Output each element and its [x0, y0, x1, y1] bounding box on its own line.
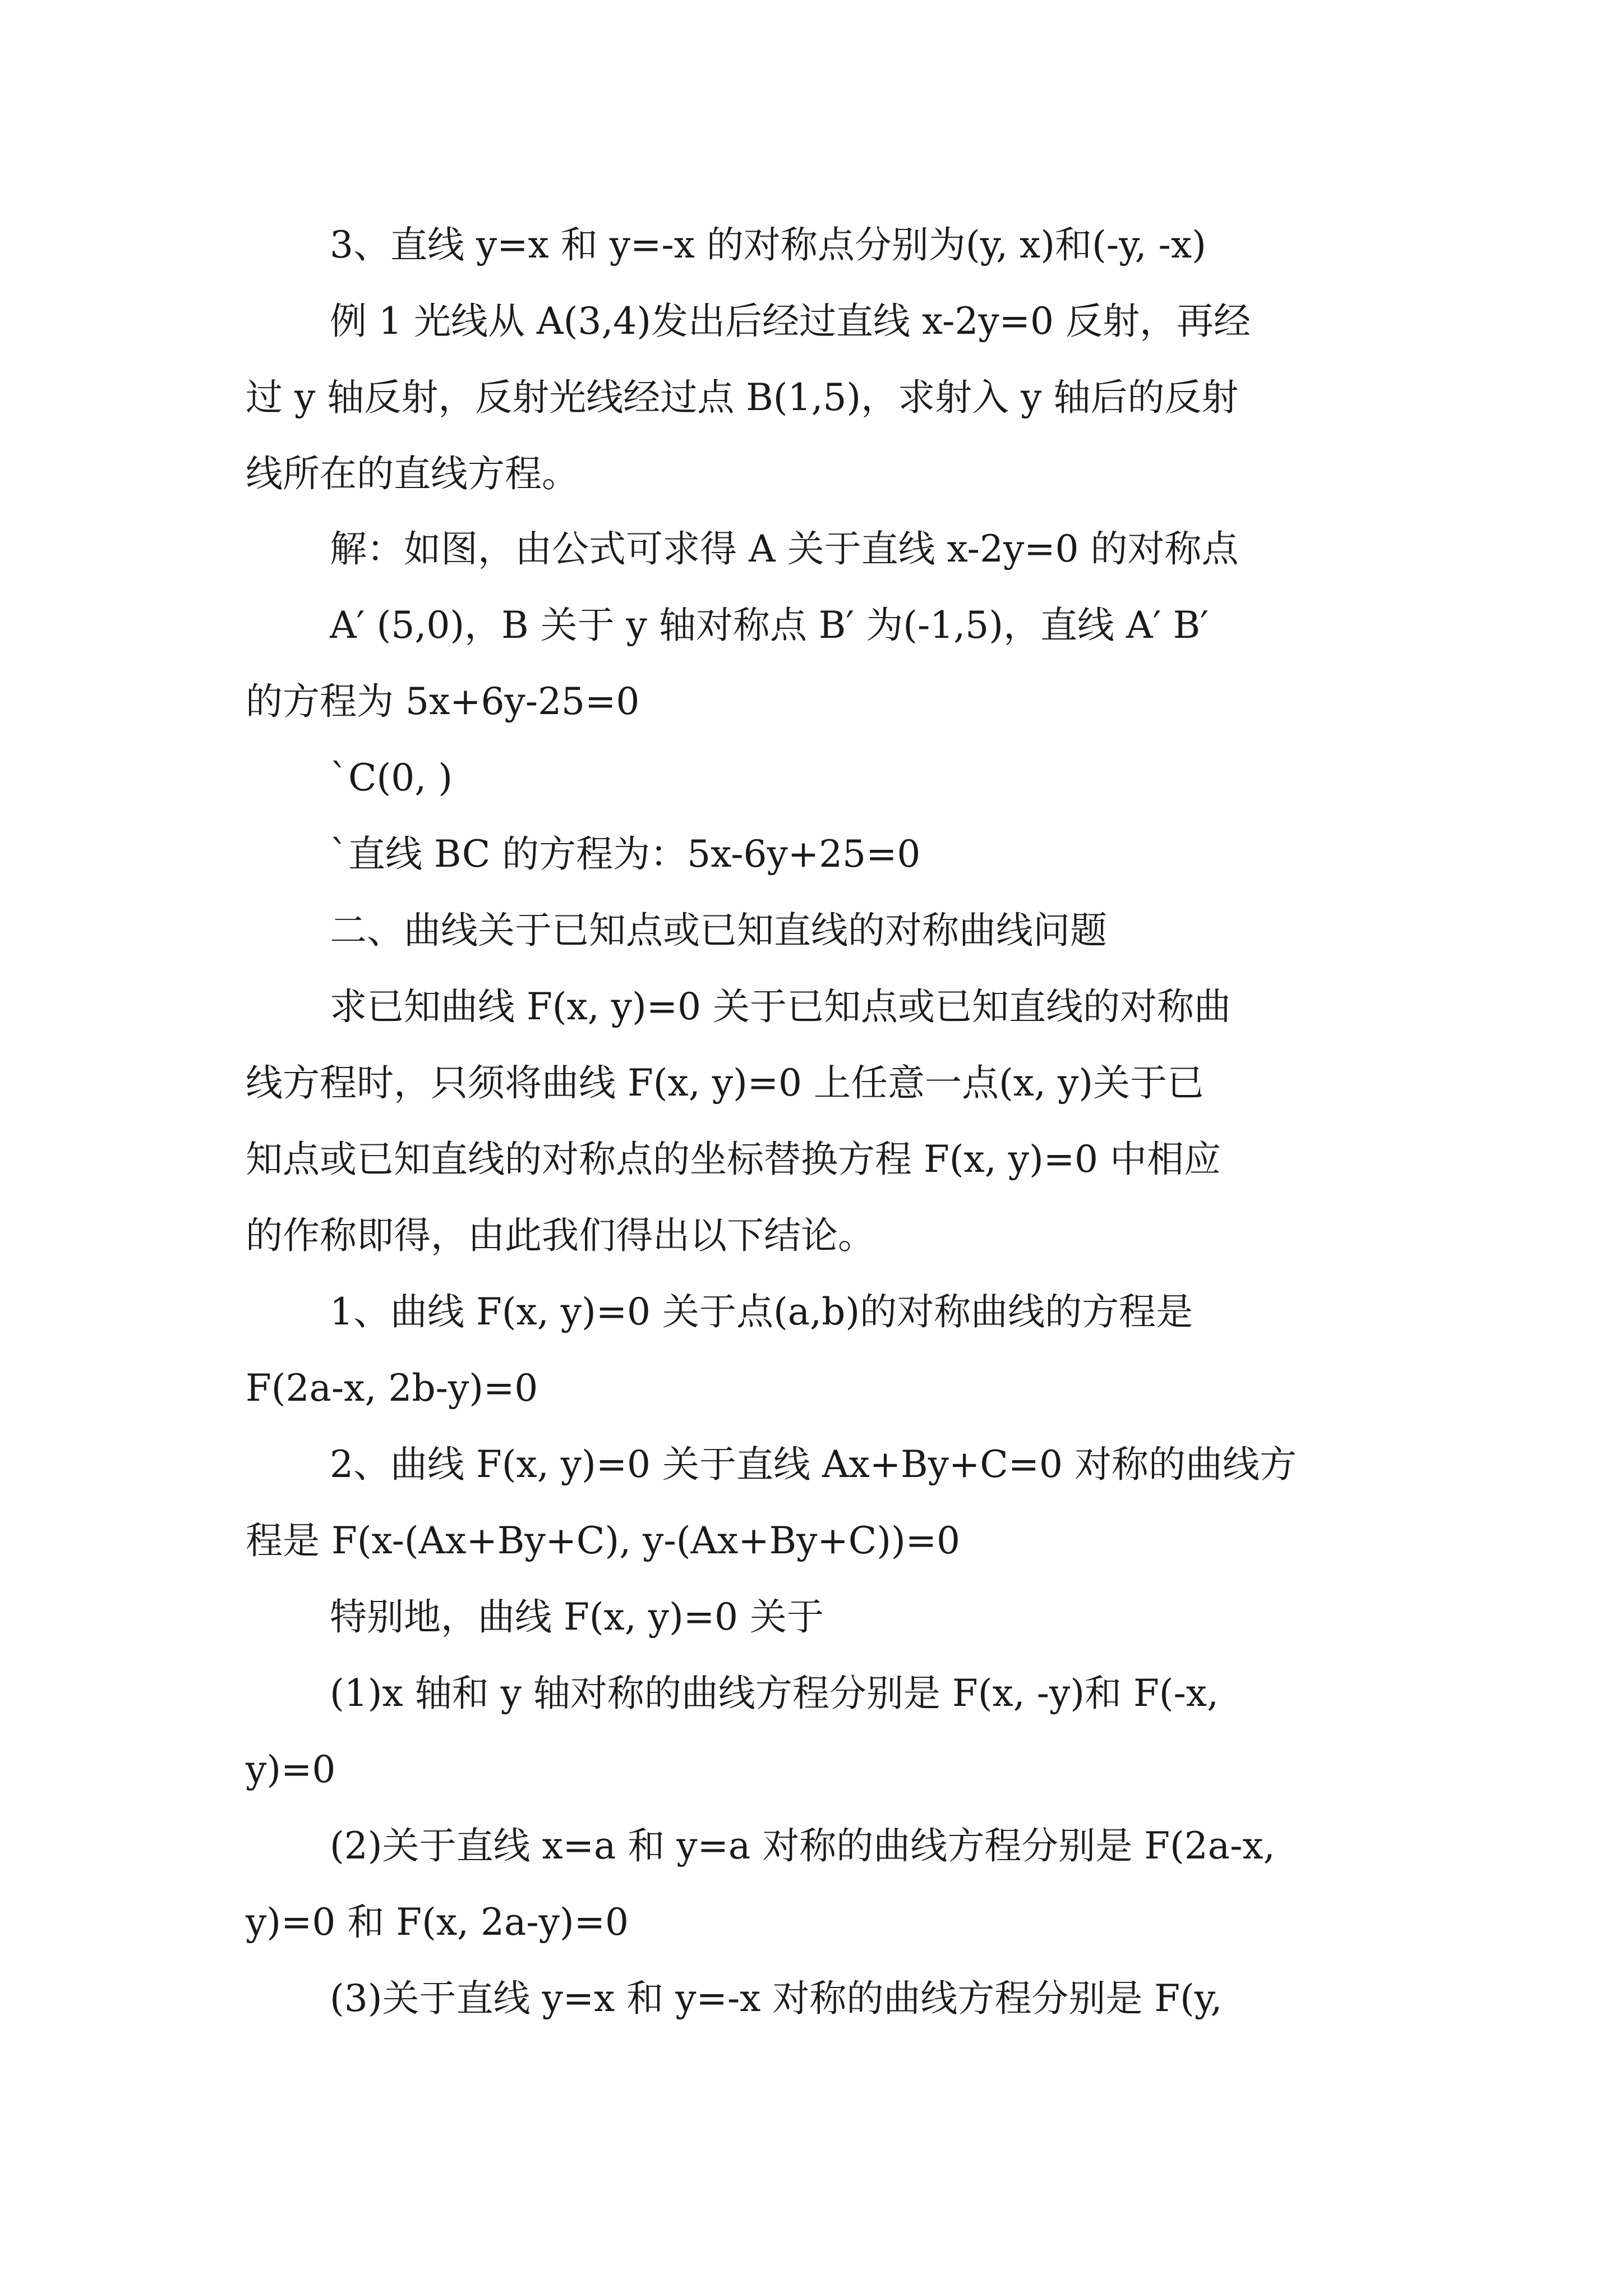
- text-line: 线所在的直线方程。: [246, 452, 579, 495]
- text-line: 2、曲线 F(x, y)=0 关于直线 Ax+By+C=0 对称的曲线方: [330, 1443, 1297, 1486]
- text-line: 过 y 轴反射，反射光线经过点 B(1,5)，求射入 y 轴后的反射: [246, 376, 1239, 419]
- text-line: y)=0 和 F(x, 2a-y)=0: [246, 1901, 629, 1944]
- text-line: (3)关于直线 y=x 和 y=-x 对称的曲线方程分别是 F(y,: [330, 1977, 1223, 2020]
- text-line: 的作称即得，由此我们得出以下结论。: [246, 1214, 875, 1257]
- text-line: `C(0, ): [330, 756, 453, 799]
- text-line: 解：如图，由公式可求得 A 关于直线 x-2y=0 的对称点: [330, 527, 1239, 570]
- text-line: 程是 F(x-(Ax+By+C), y-(Ax+By+C))=0: [246, 1519, 961, 1562]
- text-line: (1)x 轴和 y 轴对称的曲线方程分别是 F(x, -y)和 F(-x,: [330, 1672, 1219, 1715]
- text-line: 知点或已知直线的对称点的坐标替换方程 F(x, y)=0 中相应: [246, 1138, 1221, 1181]
- text-line: 3、直线 y=x 和 y=-x 的对称点分别为(y, x)和(-y, -x): [330, 223, 1206, 266]
- text-line: `直线 BC 的方程为：5x-6y+25=0: [330, 832, 921, 876]
- text-line: y)=0: [246, 1748, 336, 1791]
- text-line: 求已知曲线 F(x, y)=0 关于已知点或已知直线的对称曲: [330, 985, 1232, 1028]
- text-line: (2)关于直线 x=a 和 y=a 对称的曲线方程分别是 F(2a-x,: [330, 1824, 1275, 1867]
- text-line: A′ (5,0)，B 关于 y 轴对称点 B′ 为(-1,5)，直线 A′ B′: [330, 604, 1209, 647]
- text-line: 二、曲线关于已知点或已知直线的对称曲线问题: [330, 909, 1107, 952]
- text-line: 例 1 光线从 A(3,4)发出后经过直线 x-2y=0 反射，再经: [330, 300, 1251, 343]
- text-line: 线方程时，只须将曲线 F(x, y)=0 上任意一点(x, y)关于已: [246, 1061, 1204, 1105]
- text-line: F(2a-x, 2b-y)=0: [246, 1366, 538, 1410]
- text-line: 1、曲线 F(x, y)=0 关于点(a,b)的对称曲线的方程是: [330, 1290, 1193, 1333]
- text-line: 特别地，曲线 F(x, y)=0 关于: [330, 1595, 824, 1639]
- text-line: 的方程为 5x+6y-25=0: [246, 680, 640, 723]
